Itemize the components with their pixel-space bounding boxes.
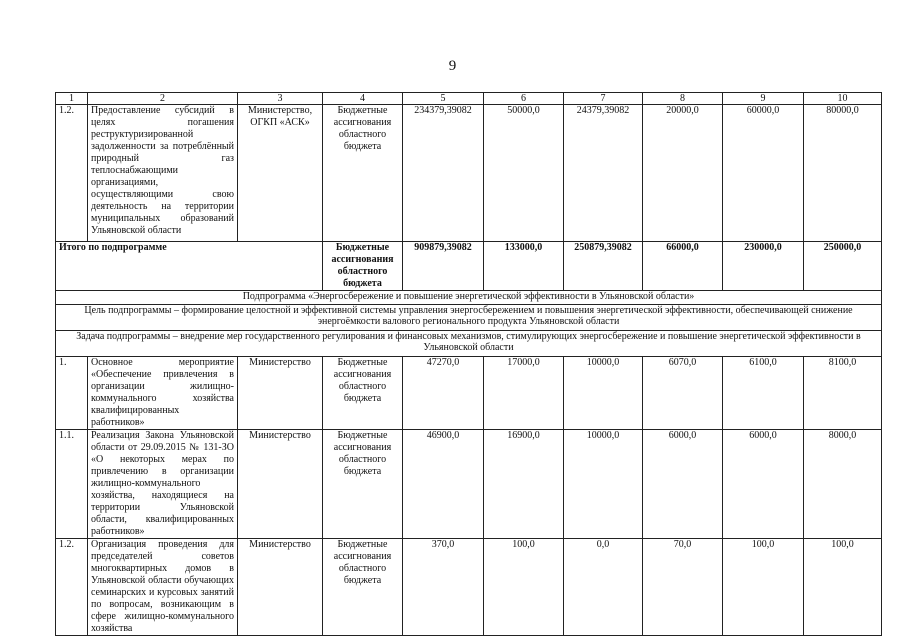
amount-cell: 47270,0 (403, 357, 484, 430)
amount-cell: 8000,0 (804, 430, 882, 539)
table-row (56, 357, 882, 430)
column-number: 1 (56, 93, 88, 105)
item-number: 1.1. (56, 430, 88, 539)
item-description: Предоставление субсидий в целях погашения реструктуризированной задолженности за потреблённый природный газ теплоснабжающими организациями, осуществляющими свою деятельность на территории муниципальных образований Ульяновской области (88, 105, 238, 242)
amount-cell: 370,0 (403, 539, 484, 636)
column-number: 8 (643, 93, 723, 105)
item-description: Организация проведения для председателей советов многоквартирных домов в Ульяновской области обучающих семинарских и курсовых занятий по вопросам, возникающим в сфере жилищно-коммунального хозяйства (88, 539, 238, 636)
amount-cell: 10000,0 (564, 357, 643, 430)
amount-cell: 10000,0 (564, 430, 643, 539)
amount-cell: 250000,0 (804, 242, 882, 291)
amount-cell: 66000,0 (643, 242, 723, 291)
item-description: Реализация Закона Ульяновской области от 29.09.2015 № 131-ЗО «О некоторых мерах по привлечению в организации жилищно-коммунального хозяйства, находящиеся на территории Ульяновской области, квалифицированных работников» (88, 430, 238, 539)
column-number: 4 (323, 93, 403, 105)
amount-cell: 133000,0 (484, 242, 564, 291)
total-label: Итого по подпрограмме (56, 242, 323, 291)
table-row (56, 430, 882, 539)
amount-cell: 909879,39082 (403, 242, 484, 291)
page-number: 9 (448, 58, 457, 74)
funding-source: Бюджетные ассигнования областного бюджета (323, 105, 403, 242)
funding-source: Бюджетные ассигнования областного бюджета (323, 242, 403, 291)
amount-cell: 80000,0 (804, 105, 882, 242)
column-number: 7 (564, 93, 643, 105)
column-number: 6 (484, 93, 564, 105)
executor: Министерство, ОГКП «АСК» (238, 105, 323, 242)
total-row (56, 242, 882, 291)
column-number: 2 (88, 93, 238, 105)
amount-cell: 234379,39082 (403, 105, 484, 242)
amount-cell: 17000,0 (484, 357, 564, 430)
amount-cell: 6100,0 (723, 357, 804, 430)
section-row (56, 291, 882, 305)
item-number: 1. (56, 357, 88, 430)
amount-cell: 100,0 (723, 539, 804, 636)
section-heading: Подпрограмма «Энергосбережение и повышение энергетической эффективности в Ульяновской области» (56, 291, 882, 305)
amount-cell: 60000,0 (723, 105, 804, 242)
table-row (56, 539, 882, 636)
amount-cell: 70,0 (643, 539, 723, 636)
executor: Министерство (238, 539, 323, 636)
amount-cell: 250879,39082 (564, 242, 643, 291)
amount-cell: 100,0 (484, 539, 564, 636)
funding-source: Бюджетные ассигнования областного бюджета (323, 430, 403, 539)
section-row (56, 331, 882, 357)
item-number: 1.2. (56, 539, 88, 636)
amount-cell: 6000,0 (723, 430, 804, 539)
amount-cell: 230000,0 (723, 242, 804, 291)
executor: Министерство (238, 357, 323, 430)
amount-cell: 20000,0 (643, 105, 723, 242)
program-table (55, 92, 882, 636)
executor: Министерство (238, 430, 323, 539)
amount-cell: 24379,39082 (564, 105, 643, 242)
amount-cell: 50000,0 (484, 105, 564, 242)
column-number-row (56, 93, 882, 105)
column-number: 9 (723, 93, 804, 105)
amount-cell: 0,0 (564, 539, 643, 636)
item-number: 1.2. (56, 105, 88, 242)
funding-source: Бюджетные ассигнования областного бюджета (323, 539, 403, 636)
column-number: 3 (238, 93, 323, 105)
item-description: Основное мероприятие «Обеспечение привлечения в организации жилищно-коммунального хозяйства квалифицированных работников» (88, 357, 238, 430)
section-row (56, 305, 882, 331)
amount-cell: 16900,0 (484, 430, 564, 539)
amount-cell: 8100,0 (804, 357, 882, 430)
amount-cell: 100,0 (804, 539, 882, 636)
amount-cell: 6070,0 (643, 357, 723, 430)
section-heading: Цель подпрограммы – формирование целостной и эффективной системы управления энергосбережением и повышения энергетической эффективности, обеспечивающей снижение энергоёмкости валового регионального продукта Ульяновской области (56, 305, 882, 331)
column-number: 5 (403, 93, 484, 105)
amount-cell: 46900,0 (403, 430, 484, 539)
section-heading: Задача подпрограммы – внедрение мер государственного регулирования и финансовых механизмов, стимулирующих энергосбережение и повышение энергетической эффективности в Ульяновской области (56, 331, 882, 357)
column-number: 10 (804, 93, 882, 105)
funding-source: Бюджетные ассигнования областного бюджета (323, 357, 403, 430)
amount-cell: 6000,0 (643, 430, 723, 539)
table-row (56, 105, 882, 242)
